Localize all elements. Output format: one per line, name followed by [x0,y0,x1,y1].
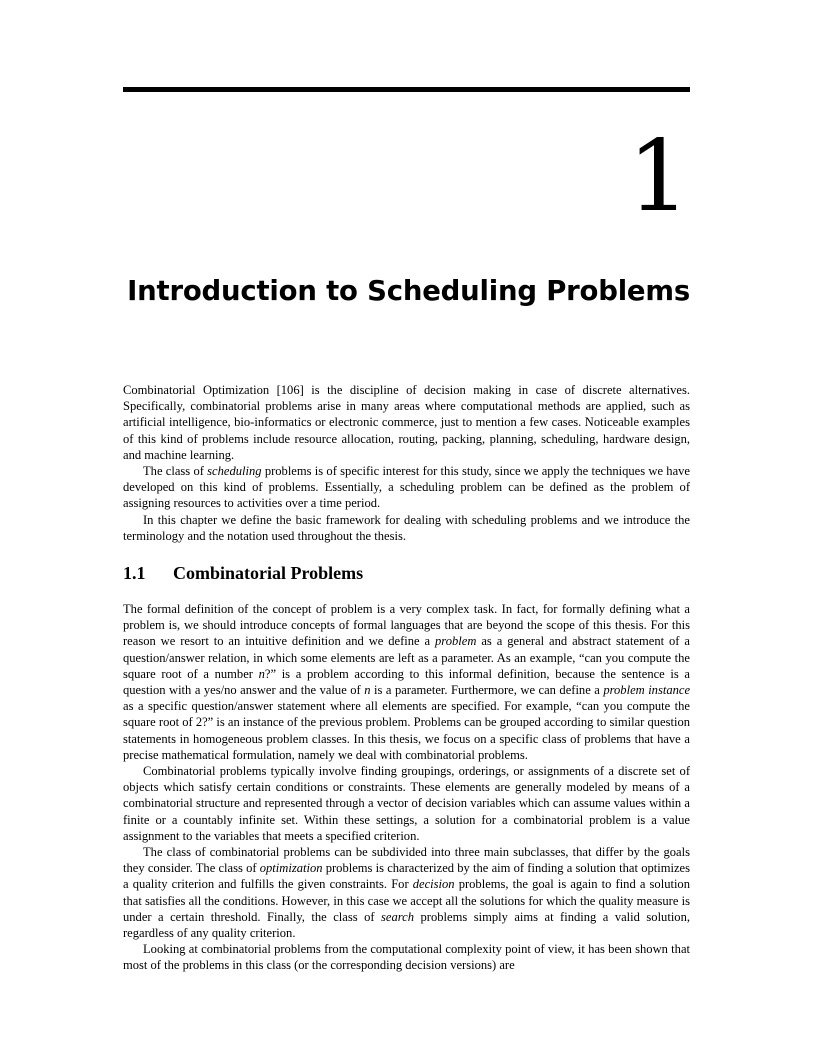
text-run: ?” is a problem according to this informal definition, because the sentence is a question with a yes/no answer and the value of [123,666,690,698]
chapter-number: 1 [627,120,690,234]
intro-paragraph-2 [123,463,690,512]
section-heading [123,564,363,582]
math-variable-n: n [364,683,371,698]
chapter-top-rule [123,87,690,92]
text-run: problems simply aims at finding a valid solution, regardless of any quality criterion. [123,909,690,941]
section-paragraph-2: Combinatorial problems typically involve finding groupings, orderings, or assignments of a discrete set of objects which satisfy certain conditions or constraints. These elements are generally modeled by means of a combinatorial structure and represented through a vector of decision variables which can assume values within a finite or a countably infinite set. Within these settings, a solution for a combinatorial problem is a value assignment to the variables that meets a specified criterion. [123,764,690,843]
section-paragraph-4: Looking at combinatorial problems from the computational complexity point of view, it has been shown that most of the problems in this class (or the corresponding decision versions) are [123,942,690,973]
emphasis-optimization: optimization [259,861,323,876]
text-run: problems is of specific interest for this study, since we apply the techniques we have developed on this kind of problems. Essentially, a scheduling problem can be defined as the problem of assigning resources to activities over a time period. [123,464,690,511]
text-run: problems, the goal is again to find a solution that satisfies all the conditions. However, in this case we accept all the solutions for which the quality measure is under a certain threshold. Finally, the class of [123,877,690,924]
emphasis-decision: decision [412,877,455,892]
section-paragraph-1 [123,601,690,763]
section-paragraph-3 [123,844,690,941]
text-run: The class of combinatorial problems can be subdivided into three main subclasses, that differ by the goals they consider. The class of [123,845,690,876]
emphasis-scheduling: scheduling [207,464,262,479]
section-title: Combinatorial Problems [173,563,364,583]
chapter-title: Introduction to Scheduling Problems [127,275,690,307]
intro-paragraph-1: Combinatorial Optimization [106] is the discipline of decision making in case of discrete alternatives. Specifically, combinatorial problems arise in many areas where computational methods are applied, such as artificial intelligence, bio-informatics or electronic commerce, just to mention a few cases. Noticeable examples of this kind of problems include resource allocation, routing, packing, planning, scheduling, hardware design, and machine learning. [123,383,690,462]
emphasis-problem-instance: problem instance [603,683,691,698]
math-variable-n: n [258,666,265,681]
text-run: is a parameter. Furthermore, we can define a [370,683,604,698]
text-run: The formal definition of the concept of problem is a very complex task. In fact, for formally defining what a problem is, we should introduce concepts of formal languages that are beyond the scope of this thesis. For this reason we resort to an intuitive definition and we define a [123,602,690,649]
text-run: The class of [143,464,208,479]
section-number: 1.1 [123,563,146,583]
section-body [123,601,690,974]
emphasis-problem: problem [435,634,477,649]
chapter-intro [123,382,690,544]
intro-paragraph-3: In this chapter we define the basic framework for dealing with scheduling problems and we introduce the terminology and the notation used throughout the thesis. [123,512,690,543]
text-run: as a general and abstract statement of a question/answer relation, in which some elements are left as a parameter. As an example, “can you compute the square root of a number [123,634,690,681]
text-run: as a specific question/answer statement where all elements are specified. For example, “can you compute the square root of 2?” is an instance of the previous problem. Problems can be grouped according to similar question statements in homogeneous problem classes. In this thesis, we focus on a specific class of problems that have a precise mathematical formulation, namely we deal with combinatorial problems. [123,699,690,762]
emphasis-search: search [381,909,415,924]
text-run: problems is characterized by the aim of finding a solution that optimizes a quality criterion and fulfills the given constraints. For [123,861,690,892]
